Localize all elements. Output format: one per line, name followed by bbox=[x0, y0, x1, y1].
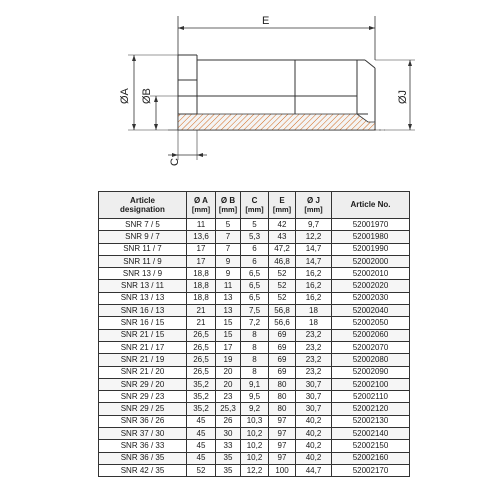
cell-a: 18,8 bbox=[187, 292, 216, 304]
cell-e: 52 bbox=[269, 292, 296, 304]
cell-article-no: 52002110 bbox=[332, 391, 410, 403]
cell-designation: SNR 11 / 7 bbox=[99, 243, 187, 255]
table-row bbox=[99, 243, 410, 255]
header-article-designation: Article designation bbox=[99, 192, 187, 219]
header-article-no: Article No. bbox=[332, 192, 410, 219]
cell-article-no: 52002060 bbox=[332, 329, 410, 341]
cell-j: 23,2 bbox=[296, 354, 332, 366]
cell-e: 52 bbox=[269, 268, 296, 280]
cell-a: 21 bbox=[187, 317, 216, 329]
cell-a: 35,2 bbox=[187, 391, 216, 403]
cell-article-no: 52002050 bbox=[332, 317, 410, 329]
cell-article-no: 52002010 bbox=[332, 268, 410, 280]
cell-b: 20 bbox=[216, 366, 241, 378]
table-row bbox=[99, 366, 410, 378]
cell-b: 15 bbox=[216, 317, 241, 329]
cell-designation: SNR 21 / 15 bbox=[99, 329, 187, 341]
table-row bbox=[99, 391, 410, 403]
spec-table bbox=[98, 191, 410, 477]
cell-e: 69 bbox=[269, 341, 296, 353]
dimension-c bbox=[168, 130, 207, 166]
cell-b: 19 bbox=[216, 354, 241, 366]
label-b: ØB bbox=[141, 88, 153, 104]
cell-designation: SNR 37 / 30 bbox=[99, 428, 187, 440]
cell-e: 69 bbox=[269, 366, 296, 378]
cell-b: 25,3 bbox=[216, 403, 241, 415]
cell-e: 80 bbox=[269, 391, 296, 403]
cell-c: 8 bbox=[241, 341, 269, 353]
cell-a: 26,5 bbox=[187, 366, 216, 378]
technical-drawing bbox=[0, 0, 500, 180]
cell-j: 40,2 bbox=[296, 428, 332, 440]
cell-j: 14,7 bbox=[296, 243, 332, 255]
cell-a: 18,8 bbox=[187, 280, 216, 292]
table-row bbox=[99, 378, 410, 390]
cell-c: 6,5 bbox=[241, 268, 269, 280]
cell-j: 9,7 bbox=[296, 219, 332, 231]
cell-article-no: 52002000 bbox=[332, 255, 410, 267]
cell-e: 97 bbox=[269, 452, 296, 464]
cell-e: 69 bbox=[269, 354, 296, 366]
cell-a: 52 bbox=[187, 464, 216, 476]
cell-e: 80 bbox=[269, 378, 296, 390]
table-header-row bbox=[99, 192, 410, 219]
cell-article-no: 52002100 bbox=[332, 378, 410, 390]
cell-designation: SNR 29 / 20 bbox=[99, 378, 187, 390]
cell-a: 35,2 bbox=[187, 403, 216, 415]
cell-e: 97 bbox=[269, 415, 296, 427]
cell-e: 47,2 bbox=[269, 243, 296, 255]
cell-c: 10,2 bbox=[241, 440, 269, 452]
cell-article-no: 52002150 bbox=[332, 440, 410, 452]
label-c: C bbox=[169, 158, 181, 166]
cell-a: 11 bbox=[187, 219, 216, 231]
header-j: Ø J [mm] bbox=[296, 192, 332, 219]
header-b: Ø B [mm] bbox=[216, 192, 241, 219]
label-e: E bbox=[262, 15, 270, 27]
cell-c: 7,2 bbox=[241, 317, 269, 329]
label-a: ØA bbox=[119, 88, 131, 104]
cell-c: 7,5 bbox=[241, 305, 269, 317]
cell-designation: SNR 7 / 5 bbox=[99, 219, 187, 231]
cell-j: 23,2 bbox=[296, 329, 332, 341]
cell-b: 23 bbox=[216, 391, 241, 403]
cell-j: 23,2 bbox=[296, 341, 332, 353]
cell-a: 26,5 bbox=[187, 329, 216, 341]
cell-c: 10,2 bbox=[241, 428, 269, 440]
table-row bbox=[99, 440, 410, 452]
cell-article-no: 52002140 bbox=[332, 428, 410, 440]
table-row bbox=[99, 354, 410, 366]
cell-a: 26,5 bbox=[187, 354, 216, 366]
cell-designation: SNR 29 / 25 bbox=[99, 403, 187, 415]
cell-e: 46,8 bbox=[269, 255, 296, 267]
cell-b: 15 bbox=[216, 329, 241, 341]
cell-j: 18 bbox=[296, 305, 332, 317]
cell-designation: SNR 21 / 19 bbox=[99, 354, 187, 366]
cell-a: 45 bbox=[187, 440, 216, 452]
cell-c: 10,3 bbox=[241, 415, 269, 427]
cell-c: 10,2 bbox=[241, 452, 269, 464]
table-row bbox=[99, 317, 410, 329]
cell-b: 5 bbox=[216, 219, 241, 231]
cell-designation: SNR 36 / 26 bbox=[99, 415, 187, 427]
table-row bbox=[99, 403, 410, 415]
cell-b: 7 bbox=[216, 231, 241, 243]
cell-article-no: 52002160 bbox=[332, 452, 410, 464]
header-a: Ø A [mm] bbox=[187, 192, 216, 219]
cell-b: 11 bbox=[216, 280, 241, 292]
cell-j: 30,7 bbox=[296, 378, 332, 390]
cell-c: 8 bbox=[241, 354, 269, 366]
cell-a: 17 bbox=[187, 243, 216, 255]
cell-article-no: 52002130 bbox=[332, 415, 410, 427]
cell-b: 35 bbox=[216, 464, 241, 476]
cell-e: 97 bbox=[269, 440, 296, 452]
cell-article-no: 52002120 bbox=[332, 403, 410, 415]
cell-j: 40,2 bbox=[296, 452, 332, 464]
cell-c: 6,5 bbox=[241, 280, 269, 292]
table-row bbox=[99, 428, 410, 440]
table-row bbox=[99, 292, 410, 304]
cell-designation: SNR 13 / 13 bbox=[99, 292, 187, 304]
table-row bbox=[99, 280, 410, 292]
cell-designation: SNR 16 / 15 bbox=[99, 317, 187, 329]
cell-c: 6,5 bbox=[241, 292, 269, 304]
dimension-j bbox=[375, 60, 415, 130]
table-row bbox=[99, 231, 410, 243]
cell-b: 9 bbox=[216, 255, 241, 267]
cell-article-no: 52002070 bbox=[332, 341, 410, 353]
cell-e: 69 bbox=[269, 329, 296, 341]
cell-j: 16,2 bbox=[296, 280, 332, 292]
cell-c: 12,2 bbox=[241, 464, 269, 476]
table-row bbox=[99, 415, 410, 427]
cell-article-no: 52001970 bbox=[332, 219, 410, 231]
cell-article-no: 52002080 bbox=[332, 354, 410, 366]
bushing-cross-section bbox=[0, 0, 500, 180]
cell-e: 43 bbox=[269, 231, 296, 243]
cell-article-no: 52001990 bbox=[332, 243, 410, 255]
cell-b: 35 bbox=[216, 452, 241, 464]
cell-c: 9,2 bbox=[241, 403, 269, 415]
cell-designation: SNR 13 / 9 bbox=[99, 268, 187, 280]
cell-j: 40,2 bbox=[296, 415, 332, 427]
cell-c: 6 bbox=[241, 243, 269, 255]
cell-a: 35,2 bbox=[187, 378, 216, 390]
cell-article-no: 52002030 bbox=[332, 292, 410, 304]
cell-designation: SNR 36 / 35 bbox=[99, 452, 187, 464]
cell-e: 42 bbox=[269, 219, 296, 231]
cell-b: 9 bbox=[216, 268, 241, 280]
cell-article-no: 52002170 bbox=[332, 464, 410, 476]
header-e: E [mm] bbox=[269, 192, 296, 219]
cell-designation: SNR 36 / 33 bbox=[99, 440, 187, 452]
cell-article-no: 52002020 bbox=[332, 280, 410, 292]
cell-designation: SNR 11 / 9 bbox=[99, 255, 187, 267]
cell-e: 97 bbox=[269, 428, 296, 440]
cell-j: 18 bbox=[296, 317, 332, 329]
cell-a: 45 bbox=[187, 452, 216, 464]
cell-designation: SNR 13 / 11 bbox=[99, 280, 187, 292]
cell-b: 26 bbox=[216, 415, 241, 427]
table-row bbox=[99, 329, 410, 341]
cell-a: 17 bbox=[187, 255, 216, 267]
cell-e: 80 bbox=[269, 403, 296, 415]
cell-a: 45 bbox=[187, 428, 216, 440]
cell-a: 26,5 bbox=[187, 341, 216, 353]
table-row bbox=[99, 219, 410, 231]
table-row bbox=[99, 255, 410, 267]
cell-article-no: 52002040 bbox=[332, 305, 410, 317]
cell-j: 16,2 bbox=[296, 292, 332, 304]
label-j: ØJ bbox=[397, 89, 409, 104]
cell-article-no: 52001980 bbox=[332, 231, 410, 243]
cell-a: 18,8 bbox=[187, 268, 216, 280]
header-c: C [mm] bbox=[241, 192, 269, 219]
cell-a: 13,6 bbox=[187, 231, 216, 243]
table-row bbox=[99, 341, 410, 353]
table-row bbox=[99, 305, 410, 317]
cell-a: 45 bbox=[187, 415, 216, 427]
cell-b: 13 bbox=[216, 292, 241, 304]
cell-b: 7 bbox=[216, 243, 241, 255]
cell-b: 33 bbox=[216, 440, 241, 452]
cell-e: 100 bbox=[269, 464, 296, 476]
cell-e: 56,8 bbox=[269, 305, 296, 317]
cell-e: 56,6 bbox=[269, 317, 296, 329]
cell-designation: SNR 21 / 20 bbox=[99, 366, 187, 378]
dimension-b bbox=[141, 88, 178, 130]
cell-j: 40,2 bbox=[296, 440, 332, 452]
cell-designation: SNR 16 / 13 bbox=[99, 305, 187, 317]
cell-j: 30,7 bbox=[296, 403, 332, 415]
cell-j: 30,7 bbox=[296, 391, 332, 403]
cell-b: 17 bbox=[216, 341, 241, 353]
cell-b: 13 bbox=[216, 305, 241, 317]
cell-c: 6 bbox=[241, 255, 269, 267]
cell-designation: SNR 29 / 23 bbox=[99, 391, 187, 403]
table-row bbox=[99, 452, 410, 464]
cell-j: 14,7 bbox=[296, 255, 332, 267]
cell-j: 12,2 bbox=[296, 231, 332, 243]
dimension-e bbox=[178, 15, 375, 60]
cell-j: 16,2 bbox=[296, 268, 332, 280]
cell-designation: SNR 21 / 17 bbox=[99, 341, 187, 353]
cell-article-no: 52002090 bbox=[332, 366, 410, 378]
table-row bbox=[99, 464, 410, 476]
cell-b: 20 bbox=[216, 378, 241, 390]
cell-c: 5,3 bbox=[241, 231, 269, 243]
cell-c: 8 bbox=[241, 366, 269, 378]
cell-e: 52 bbox=[269, 280, 296, 292]
cell-a: 21 bbox=[187, 305, 216, 317]
cell-c: 8 bbox=[241, 329, 269, 341]
cell-designation: SNR 42 / 35 bbox=[99, 464, 187, 476]
cell-j: 44,7 bbox=[296, 464, 332, 476]
cell-j: 23,2 bbox=[296, 366, 332, 378]
cell-b: 30 bbox=[216, 428, 241, 440]
cell-c: 5 bbox=[241, 219, 269, 231]
cell-designation: SNR 9 / 7 bbox=[99, 231, 187, 243]
cell-c: 9,5 bbox=[241, 391, 269, 403]
cell-c: 9,1 bbox=[241, 378, 269, 390]
hatched-section bbox=[178, 114, 375, 130]
table-body bbox=[99, 219, 410, 477]
table-row bbox=[99, 268, 410, 280]
